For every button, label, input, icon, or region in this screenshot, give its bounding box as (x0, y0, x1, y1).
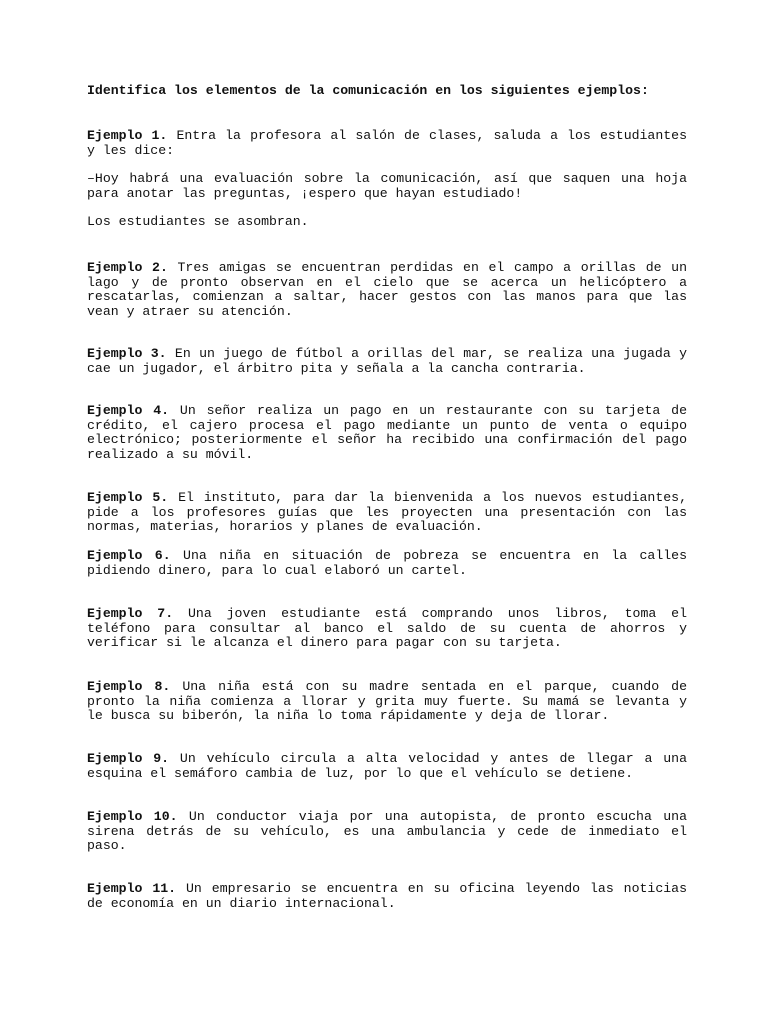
example-11 (87, 882, 687, 911)
example-1-paragraph-2: –Hoy habrá una evaluación sobre la comunicación, así que saquen una hoja para anotar las preguntas, ¡espero que hayan estudiado! (87, 171, 687, 201)
example-2-paragraph (87, 261, 687, 319)
example-1-paragraph-1 (87, 129, 687, 158)
example-label: Ejemplo 7. (87, 606, 174, 621)
example-5-paragraph (87, 491, 687, 535)
example-9 (87, 752, 687, 781)
example-label: Ejemplo 3. (87, 346, 167, 361)
example-text: Una niña en situación de pobreza se encuentra en la calles pidiendo dinero, para lo cual elaboró un cartel. (87, 548, 687, 578)
example-label: Ejemplo 1. (87, 128, 168, 143)
example-label: Ejemplo 11. (87, 881, 177, 896)
example-text: Una joven estudiante está comprando unos libros, toma el teléfono para consultar al banco el saldo de su cuenta de ahorros y verificar si le alcanza el dinero para pagar con su tarjeta. (87, 606, 687, 651)
example-text: Un vehículo circula a alta velocidad y antes de llegar a una esquina el semáforo cambia de luz, por lo que el vehículo se detiene. (87, 751, 687, 781)
example-7 (87, 607, 687, 651)
example-text: Tres amigas se encuentran perdidas en el campo a orillas de un lago y de pronto observan en el cielo que se acerca un helicóptero a rescatarlas, comienzan a saltar, hacer gestos con las manos para que las vean y atraer su atención. (87, 260, 687, 319)
example-10-paragraph (87, 810, 687, 854)
example-7-paragraph (87, 607, 687, 651)
example-text: Un señor realiza un pago en un restaurante con su tarjeta de crédito, el cajero procesa el pago mediante un punto de venta o equipo electrónico; posteriormente el señor ha recibido una confirmación del pago realizado a su móvil. (87, 403, 687, 462)
document-page (87, 83, 688, 911)
example-8 (87, 680, 687, 724)
example-5 (87, 491, 687, 535)
example-label: Ejemplo 8. (87, 679, 171, 694)
example-text: Un empresario se encuentra en su oficina leyendo las noticias de economía en un diario internacional. (87, 881, 687, 911)
example-10 (87, 810, 687, 854)
example-6-paragraph (87, 549, 687, 578)
example-text: En un juego de fútbol a orillas del mar, se realiza una jugada y cae un jugador, el árbitro pita y señala a la cancha contraria. (87, 346, 687, 376)
example-text: Entra la profesora al salón de clases, saluda a los estudiantes y les dice: (87, 128, 688, 158)
example-label: Ejemplo 6. (87, 548, 171, 563)
example-label: Ejemplo 9. (87, 751, 170, 766)
example-2 (87, 261, 687, 319)
example-text: Un conductor viaja por una autopista, de pronto escucha una sirena detrás de su vehículo, es una ambulancia y cede de inmediato el paso. (87, 809, 688, 854)
example-label: Ejemplo 10. (87, 809, 178, 824)
example-11-paragraph (87, 882, 687, 911)
example-1-paragraph-3: Los estudiantes se asombran. (87, 214, 309, 230)
example-3 (87, 347, 687, 376)
example-4 (87, 404, 687, 462)
example-8-paragraph (87, 680, 687, 724)
example-label: Ejemplo 5. (87, 490, 169, 505)
example-text: Una niña está con su madre sentada en el parque, cuando de pronto la niña comienza a llorar y grita muy fuerte. Su mamá se levanta y le busca su biberón, la niña lo toma rápidamente y deja de llorar. (87, 679, 687, 724)
example-text: El instituto, para dar la bienvenida a los nuevos estudiantes, pide a los profesores guías que les proyecten una presentación con las normas, materias, horarios y planes de evaluación. (87, 490, 687, 535)
example-9-paragraph (87, 752, 687, 781)
example-label: Ejemplo 2. (87, 260, 168, 275)
example-1 (87, 129, 687, 230)
document-heading: Identifica los elementos de la comunicación en los siguientes ejemplos: (87, 83, 649, 98)
example-6 (87, 549, 687, 578)
example-3-paragraph (87, 347, 687, 376)
example-label: Ejemplo 4. (87, 403, 170, 418)
example-4-paragraph (87, 404, 687, 462)
